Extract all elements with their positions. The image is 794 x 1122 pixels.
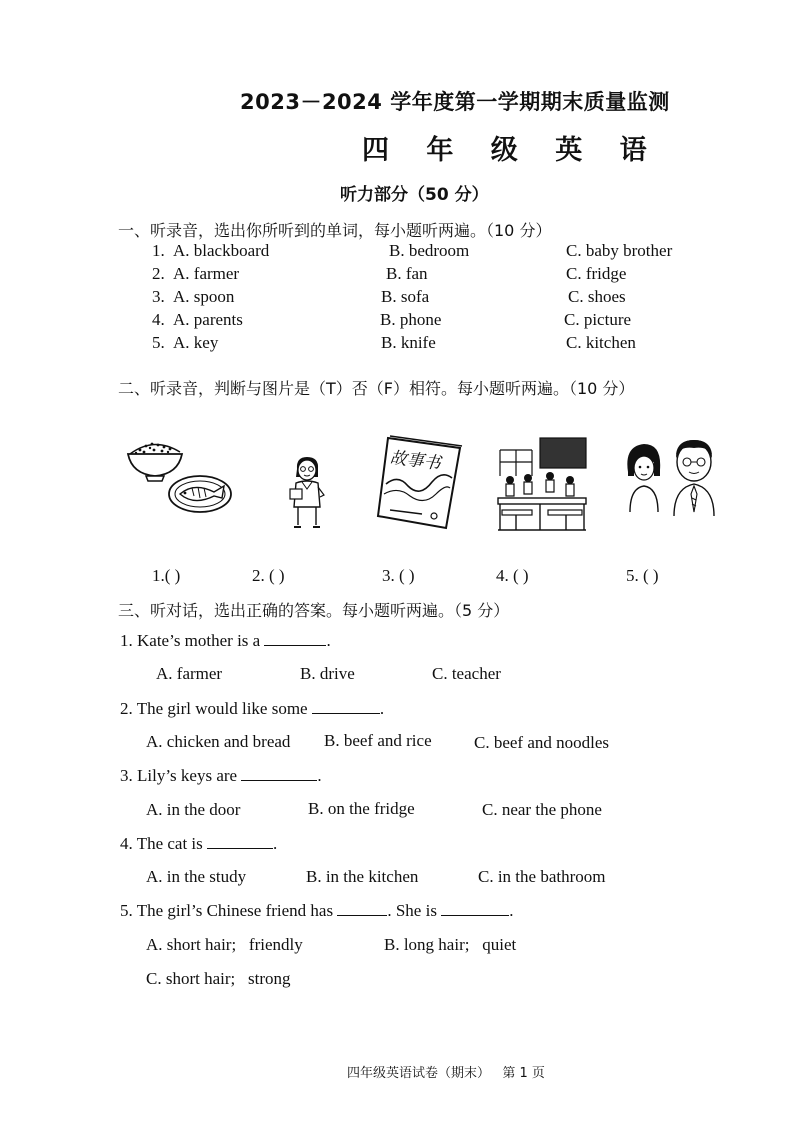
question-mid: . She is [387, 901, 437, 920]
s3-q4-option-b[interactable]: B. in the kitchen [306, 867, 419, 886]
s1-row-option-c: C. kitchen [566, 333, 636, 352]
s2-answer-4[interactable]: 4. ( ) [496, 566, 529, 585]
section2-heading: 二、听录音，判断与图片是（T）否（F）相符。每小题听两遍。（10 分） [118, 379, 635, 398]
s3-q2-option-c[interactable]: C. beef and noodles [474, 733, 610, 752]
question-end: . [273, 834, 278, 853]
s3-q3-option-a[interactable]: A. in the door [146, 800, 241, 819]
exam-title: 2023－2024 学年度第一学期期末质量监测 [240, 90, 670, 114]
s3-question-3 [120, 766, 322, 786]
s2-answer-5[interactable]: 5. ( ) [626, 566, 659, 585]
two-people-icon [622, 436, 720, 518]
s1-row-num: 4. [152, 310, 165, 329]
s3-q1-option-b[interactable]: B. drive [300, 664, 355, 683]
question-stem: 4. The cat is [120, 834, 203, 853]
s1-row-option-b: B. knife [381, 333, 436, 352]
exam-subject: 四 年 级 英 语 [362, 135, 661, 166]
s3-q2-option-b[interactable]: B. beef and rice [324, 731, 432, 750]
s1-row-option-a: A. farmer [173, 264, 240, 283]
s1-row-option-a: A. blackboard [173, 241, 270, 260]
teacher-icon [284, 455, 330, 533]
s1-row-num: 1. [152, 241, 165, 260]
s1-row-option-c: C. fridge [566, 264, 627, 283]
s1-row-option-a: A. parents [173, 310, 243, 329]
s3-q1-option-c[interactable]: C. teacher [432, 664, 501, 683]
s1-row-option-c: C. baby brother [566, 241, 673, 260]
s3-question-4 [120, 834, 277, 854]
s1-row-option-a: A. spoon [173, 287, 235, 306]
question-end: . [379, 699, 385, 718]
question-end: . [509, 901, 514, 920]
question-stem: 1. Kate’s mother is a [120, 631, 261, 650]
s3-question-1 [120, 631, 331, 651]
answer-blank[interactable] [207, 834, 273, 849]
s3-q5-option-a[interactable]: A. short hair; friendly [146, 935, 303, 954]
s2-answer-3[interactable]: 3. ( ) [382, 566, 415, 585]
s1-row-option-a: A. key [173, 333, 219, 352]
answer-blank[interactable] [337, 901, 387, 916]
s2-answer-2[interactable]: 2. ( ) [252, 566, 285, 585]
answer-blank[interactable] [264, 631, 326, 646]
s1-row-option-b: B. sofa [381, 287, 430, 306]
s1-row-option-b: B. bedroom [389, 241, 470, 260]
answer-blank[interactable] [312, 699, 380, 714]
rice-and-fish-icon [124, 436, 232, 516]
s3-question-5 [120, 901, 513, 921]
s3-q2-option-a[interactable]: A. chicken and bread [146, 732, 291, 751]
page-footer: 四年级英语试卷（期末） 第 1 页 [347, 1066, 545, 1081]
listening-part-title: 听力部分（50 分） [340, 185, 489, 205]
question-stem: 2. The girl would like some [120, 699, 308, 718]
s2-answer-1[interactable]: 1.( ) [152, 566, 181, 585]
s3-question-2 [120, 699, 384, 719]
question-stem: 5. The girl’s Chinese friend has [120, 901, 334, 920]
s1-row-num: 5. [152, 333, 165, 352]
s3-q3-option-c[interactable]: C. near the phone [482, 800, 602, 819]
s1-row-num: 3. [152, 287, 165, 306]
answer-blank[interactable] [441, 901, 509, 916]
s3-q5-option-c[interactable]: C. short hair; strong [146, 969, 291, 988]
s1-row-option-c: C. picture [564, 310, 632, 329]
s3-q4-option-a[interactable]: A. in the study [146, 867, 247, 886]
question-end: . [326, 631, 331, 650]
section1-heading: 一、听录音，选出你所听到的单词，每小题听两遍。（10 分） [118, 221, 552, 240]
s1-row-num: 2. [152, 264, 165, 283]
s1-row-option-b: B. fan [386, 264, 428, 283]
s3-q3-option-b[interactable]: B. on the fridge [308, 799, 415, 818]
s3-q4-option-c[interactable]: C. in the bathroom [478, 867, 606, 886]
section3-heading: 三、听对话，选出正确的答案。每小题听两遍。（5 分） [118, 601, 510, 620]
s1-row-option-c: C. shoes [568, 287, 626, 306]
storybook-title: 故事书 [388, 447, 442, 475]
s3-q5-option-b[interactable]: B. long hair; quiet [384, 935, 517, 954]
question-stem: 3. Lily’s keys are [120, 766, 238, 785]
answer-blank[interactable] [241, 766, 317, 781]
question-end: . [317, 766, 322, 785]
s1-row-option-b: B. phone [380, 310, 442, 329]
s3-q1-option-a[interactable]: A. farmer [156, 664, 223, 683]
classroom-icon [496, 436, 588, 532]
